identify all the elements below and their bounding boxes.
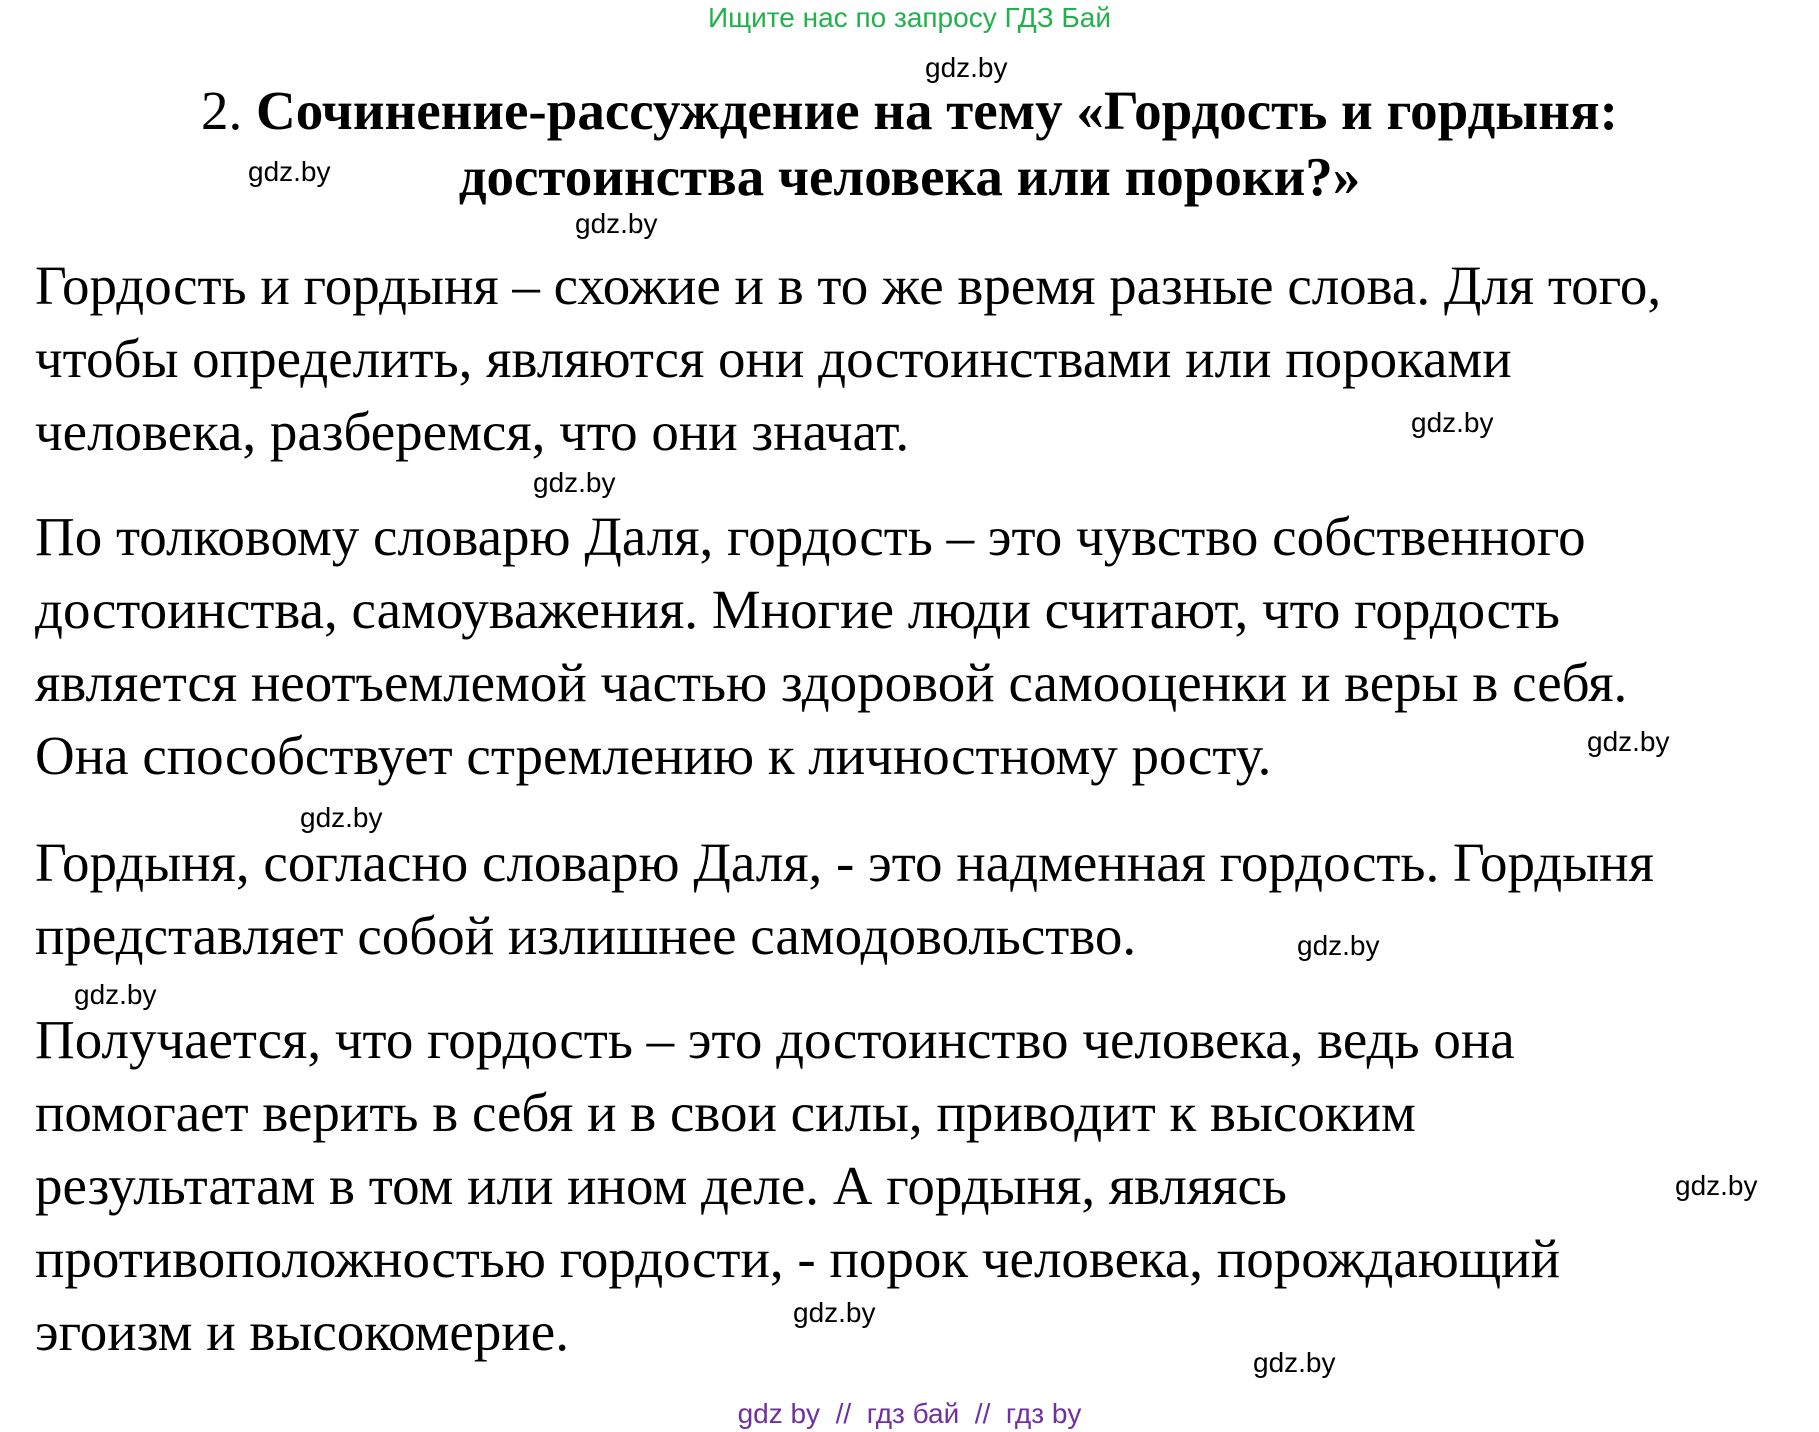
paragraph-2 bbox=[35, 500, 1805, 792]
paragraph-line: чтобы определить, являются они достоинствами или пороками bbox=[35, 328, 1512, 389]
watermark: gdz.by bbox=[300, 802, 383, 833]
watermark: gdz.by bbox=[575, 208, 658, 239]
watermark: gdz.by bbox=[793, 1297, 876, 1328]
footer-links: gdz by // гдз бай // гдз by bbox=[737, 1398, 1082, 1429]
title-line-1 bbox=[0, 78, 1819, 144]
title-text-1: Сочинение-рассуждение на тему «Гордость и гордыня: bbox=[256, 80, 1618, 141]
watermark: gdz.by bbox=[533, 467, 616, 498]
title-text-2: достоинства человека или пороки?» bbox=[458, 146, 1361, 207]
title-number: 2. bbox=[201, 80, 243, 141]
paragraph-line: Гордость и гордыня – схожие и в то же время разные слова. Для того, bbox=[35, 255, 1662, 316]
paragraph-line: Она способствует стремлению к личностному росту. bbox=[35, 725, 1272, 786]
paragraph-line: Получается, что гордость – это достоинство человека, ведь она bbox=[35, 1009, 1515, 1070]
paragraph-line: является неотъемлемой частью здоровой самооценки и веры в себя. bbox=[35, 652, 1628, 713]
paragraph-line: По толковому словарю Даля, гордость – это чувство собственного bbox=[35, 506, 1586, 567]
watermark: gdz.by bbox=[925, 52, 1008, 83]
paragraph-line: Гордыня, согласно словарю Даля, - это надменная гордость. Гордыня bbox=[35, 832, 1654, 893]
watermark: gdz.by bbox=[248, 156, 331, 187]
paragraph-line: противоположностью гордости, - порок человека, порождающий bbox=[35, 1228, 1561, 1289]
paragraph-3 bbox=[35, 826, 1805, 972]
paragraph-line: результатам в том или ином деле. А гордыня, являясь bbox=[35, 1155, 1287, 1216]
top-banner: Ищите нас по запросу ГДЗ Бай bbox=[707, 2, 1112, 33]
watermark: gdz.by bbox=[1587, 726, 1670, 757]
paragraph-line: человека, разберемся, что они значат. bbox=[35, 401, 910, 462]
watermark: gdz.by bbox=[1297, 930, 1380, 961]
paragraph-1 bbox=[35, 249, 1805, 468]
page-title bbox=[0, 78, 1819, 210]
paragraph-line: помогает верить в себя и в свои силы, приводит к высоким bbox=[35, 1082, 1416, 1143]
watermark: gdz.by bbox=[1253, 1347, 1336, 1378]
watermark: gdz.by bbox=[1675, 1170, 1758, 1201]
paragraph-4 bbox=[35, 1003, 1805, 1368]
watermark: gdz.by bbox=[74, 979, 157, 1010]
paragraph-line: достоинства, самоуважения. Многие люди считают, что гордость bbox=[35, 579, 1561, 640]
paragraph-line: представляет собой излишнее самодовольство. bbox=[35, 905, 1137, 966]
paragraph-line: эгоизм и высокомерие. bbox=[35, 1301, 569, 1362]
watermark: gdz.by bbox=[1411, 407, 1494, 438]
